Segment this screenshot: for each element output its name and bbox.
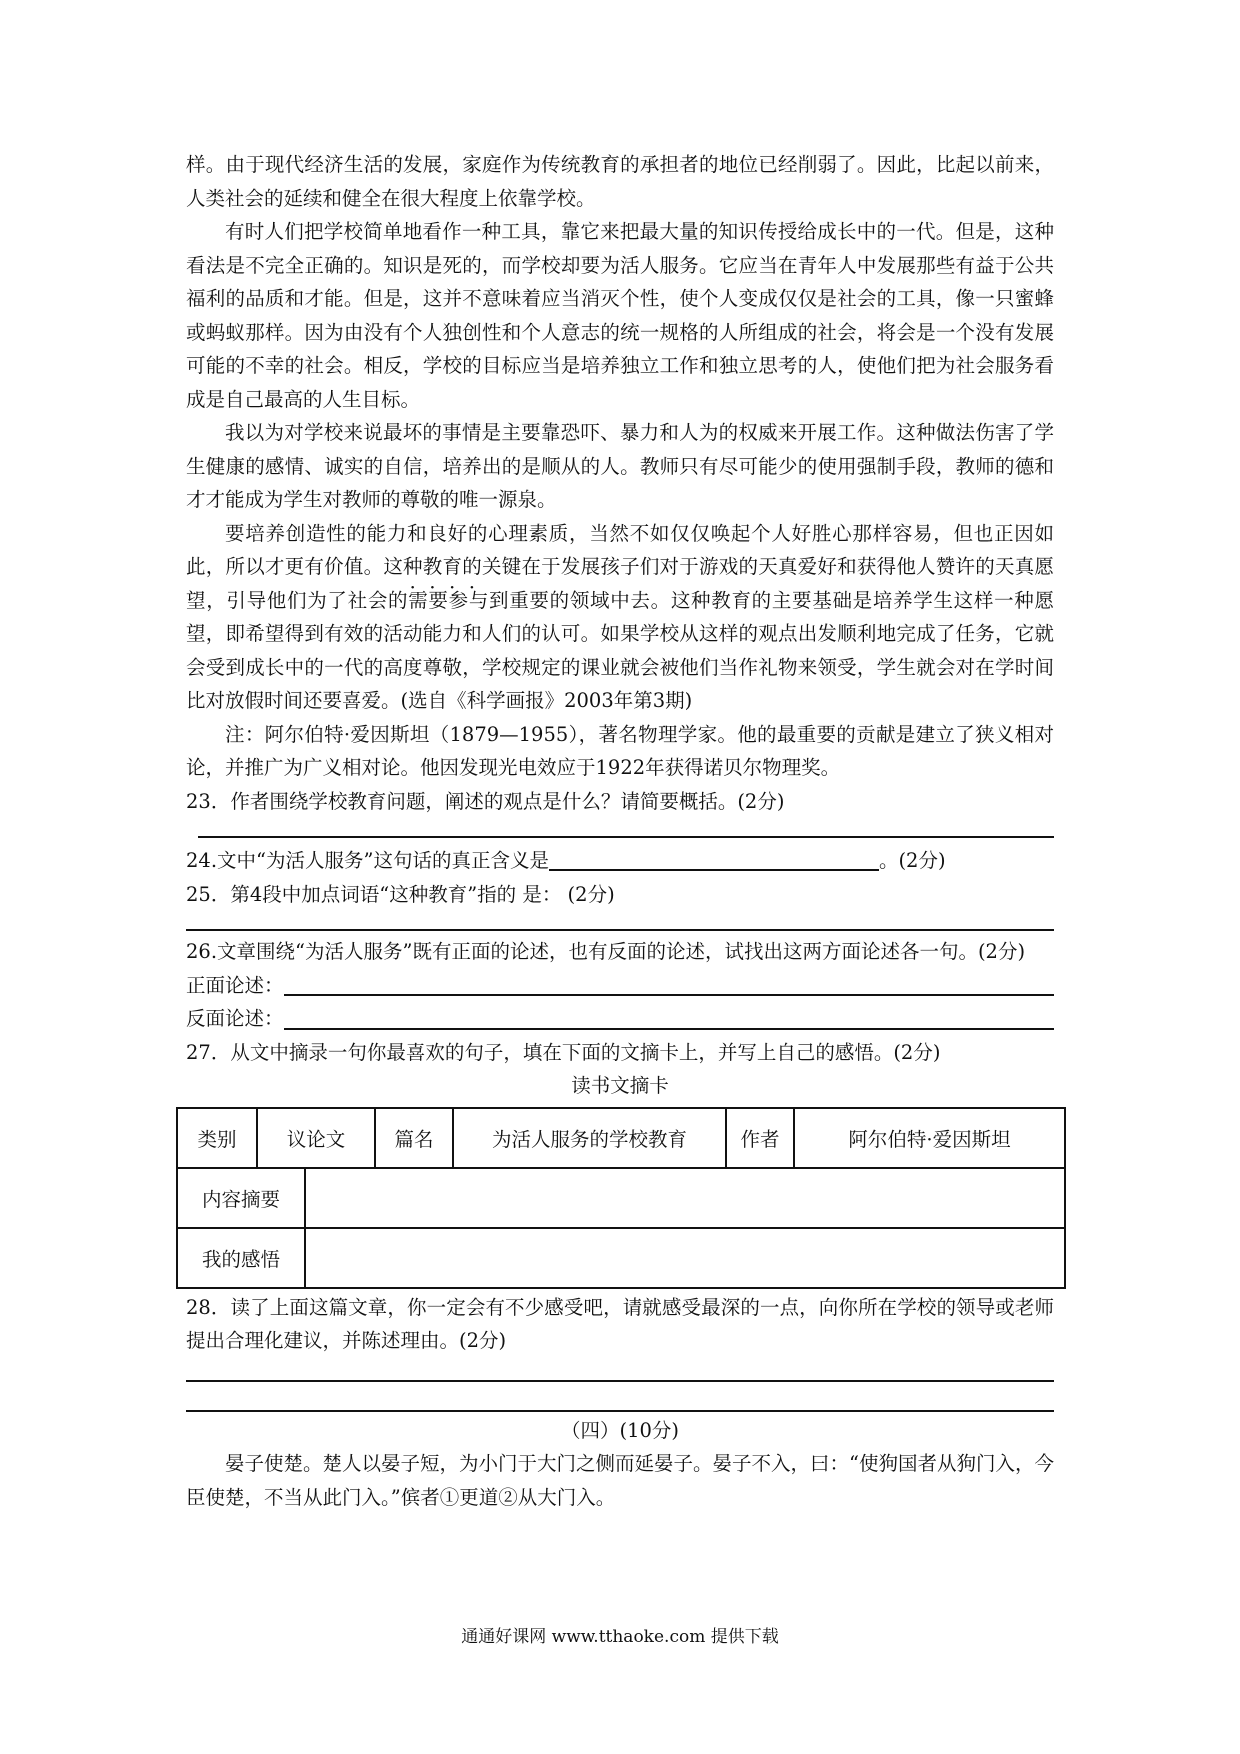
card-title: 读书文摘卡 xyxy=(571,1074,669,1097)
question-24-score: 。(2分) xyxy=(878,849,946,872)
card-author-value: 阿尔伯特·爱因斯坦 xyxy=(794,1108,1065,1168)
question-24 xyxy=(186,844,1054,878)
answer-row-negative xyxy=(186,1002,1054,1036)
passage-text: 要培养创造性的能力和良好的心理素质，当然不如仅仅唤起个人好胜心那样容易，但也正因如此，所以才更有价值。 xyxy=(186,521,1054,578)
positive-label: 正面论述： xyxy=(186,973,284,997)
card-name-label: 篇名 xyxy=(375,1108,453,1168)
reading-card xyxy=(176,1107,1066,1169)
passage-note: 注：阿尔伯特·爱因斯坦（1879—1955），著名物理学家。他的最重要的贡献是建立了狭义相对论，并推广为广义相对论。他因发现光电效应于1922年获得诺贝尔物理奖。 xyxy=(186,722,1054,779)
question-24-text: 24.文中“为活人服务”这句话的真正含义是 xyxy=(186,849,549,872)
card-author-label: 作者 xyxy=(726,1108,794,1168)
passage-paragraph xyxy=(186,517,1054,718)
card-feeling-field[interactable] xyxy=(305,1228,1065,1288)
page-footer: 通通好课网 www.tthaoke.com 提供下载 xyxy=(461,1627,779,1647)
card-category-label: 类别 xyxy=(177,1108,257,1168)
passage-paragraph: 有时人们把学校简单地看作一种工具，靠它来把最大量的知识传授给成长中的一代。但是，这种看法是不完全正确的。知识是死的，而学校却要为活人服务。它应当在青年人中发展那些有益于公共福利的品质和才能。但是，这并不意味着应当消灭个性，使个人变成仅仅是社会的工具，像一只蜜蜂或蚂蚁那样。因为由没有个人独创性和个人意志的统一规格的人所组成的社会，将会是一个没有发展可能的不幸的社会。相反，学校的目标应当是培养独立工作和独立思考的人，使他们把为社会服务看成是自己最高的人生目标。 xyxy=(186,220,1054,411)
question-28: 28．读了上面这篇文章，你一定会有不少感受吧，请就感受最深的一点，向你所在学校的领导或老师提出合理化建议，并陈述理由。(2分) xyxy=(186,1295,1054,1352)
question-26: 26.文章围绕“为活人服务”既有正面的论述，也有反面的论述，试找出这两方面论述各一句。(2分) xyxy=(186,940,1026,963)
passage-paragraph: 我以为对学校来说最坏的事情是主要靠恐吓、暴力和人为的权威来开展工作。这种做法伤害了学生健康的感情、诚实的自信，培养出的是顺从的人。教师只有尽可能少的使用强制手段，教师的德和才才能成为学生对教师的尊敬的唯一源泉。 xyxy=(186,421,1054,511)
passage-text: 的关键在于发展孩子们对于游戏的天真爱好和获得他人赞许的天真愿望，引导他们为了社会的需要参与到重要的领域中去。这种教育的主要基础是培养学生这样一种愿望，即希望得到有效的活动能力和人们的认可。如果学校从这样的观点出发顺利地完成了任务，它就会受到成长中的一代的高度尊敬，学校规定的课业就会被他们当作礼物来领受，学生就会对在学时间比对放假时间还要喜爱。(选自《科学画报》2003年第3期) xyxy=(186,555,1054,712)
question-25: 25．第4段中加点词语“这种教育”指的 是： (2分) xyxy=(186,882,615,906)
answer-line-25[interactable] xyxy=(186,929,1054,931)
question-27: 27．从文中摘录一句你最喜欢的句子，填在下面的文摘卡上，并写上自己的感悟。(2分) xyxy=(186,1040,941,1064)
card-category-value: 议论文 xyxy=(257,1108,375,1168)
answer-line-28b[interactable] xyxy=(186,1410,1054,1412)
card-feeling-label: 我的感悟 xyxy=(177,1228,305,1288)
dotted-phrase xyxy=(383,555,462,578)
section-4-text: 晏子使楚。楚人以晏子短，为小门于大门之侧而延晏子。晏子不入，曰：“使狗国者从狗门入，今臣使楚，不当从此门入。”傧者①更道②从大门入。 xyxy=(186,1452,1054,1509)
emphasis-dot-char: 这 xyxy=(383,555,404,578)
card-summary-label: 内容摘要 xyxy=(177,1168,305,1228)
reading-card-body xyxy=(176,1167,1066,1289)
question-23: 23．作者围绕学校教育问题，阐述的观点是什么？请简要概括。(2分) xyxy=(186,789,785,813)
negative-label: 反面论述： xyxy=(186,1007,284,1030)
answer-line-positive[interactable] xyxy=(284,972,1054,996)
emphasis-dot-char: 种 xyxy=(403,555,423,578)
answer-blank-24[interactable] xyxy=(549,847,879,871)
section-4-heading: （四）(10分) xyxy=(560,1418,680,1442)
answer-line-negative[interactable] xyxy=(284,1006,1054,1030)
card-name-value: 为活人服务的学校教育 xyxy=(453,1108,726,1168)
answer-row-positive xyxy=(186,969,1054,1003)
emphasis-dot-char: 育 xyxy=(442,555,463,578)
card-summary-field[interactable] xyxy=(305,1168,1065,1228)
exam-page xyxy=(186,148,1054,1514)
passage-paragraph: 样。由于现代经济生活的发展，家庭作为传统教育的承担者的地位已经削弱了。因此，比起以前来，人类社会的延续和健全在很大程度上依靠学校。 xyxy=(186,153,1054,210)
emphasis-dot-char: 教 xyxy=(422,555,443,578)
answer-line-23[interactable] xyxy=(198,836,1054,838)
